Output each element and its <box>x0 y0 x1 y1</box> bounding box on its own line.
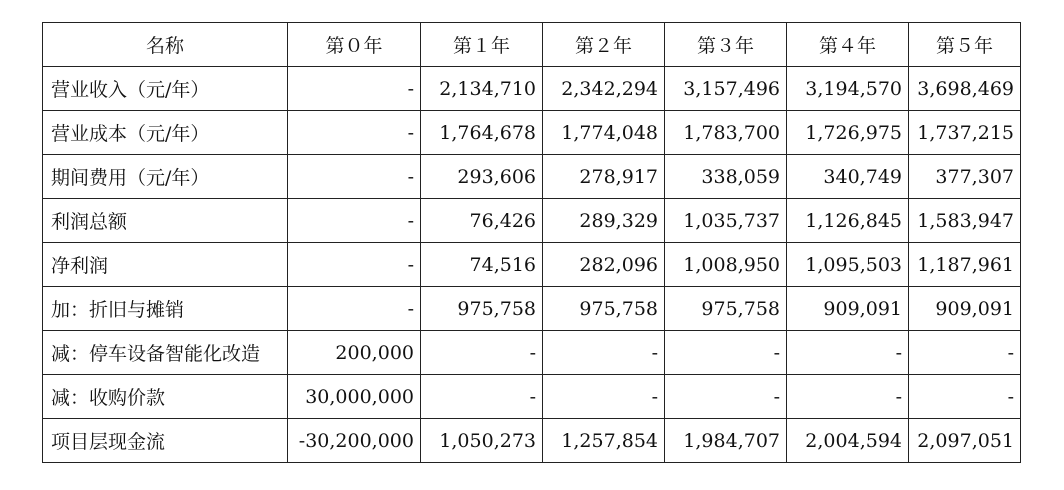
cell-year-5: 2,097,051 <box>909 419 1021 463</box>
row-label: 营业成本（元/年） <box>43 111 288 155</box>
cell-year-0: - <box>288 111 421 155</box>
cell-year-0: - <box>288 155 421 199</box>
table-row <box>43 111 1021 155</box>
row-label: 减：收购价款 <box>43 375 288 419</box>
cell-year-5: 3,698,469 <box>909 67 1021 111</box>
cell-year-0: - <box>288 287 421 331</box>
cell-year-1: 293,606 <box>421 155 543 199</box>
cell-year-0: - <box>288 67 421 111</box>
cell-year-0: 30,000,000 <box>288 375 421 419</box>
cell-year-0: 200,000 <box>288 331 421 375</box>
cell-year-2: 2,342,294 <box>543 67 665 111</box>
header-year-1: 第１年 <box>421 23 543 67</box>
row-label: 利润总额 <box>43 199 288 243</box>
header-year-5: 第５年 <box>909 23 1021 67</box>
cell-year-4: 909,091 <box>787 287 909 331</box>
cell-year-3: 975,758 <box>665 287 787 331</box>
cell-year-1: 1,764,678 <box>421 111 543 155</box>
cell-year-5: 909,091 <box>909 287 1021 331</box>
cell-year-3: 3,157,496 <box>665 67 787 111</box>
cell-year-4: 3,194,570 <box>787 67 909 111</box>
row-label: 净利润 <box>43 243 288 287</box>
header-year-0: 第０年 <box>288 23 421 67</box>
cell-year-4: 1,726,975 <box>787 111 909 155</box>
cell-year-0: -30,200,000 <box>288 419 421 463</box>
cell-year-2: - <box>543 331 665 375</box>
cell-year-0: - <box>288 243 421 287</box>
cell-year-4: 1,095,503 <box>787 243 909 287</box>
row-label: 加：折旧与摊销 <box>43 287 288 331</box>
row-label: 项目层现金流 <box>43 419 288 463</box>
financial-table <box>42 22 1021 463</box>
cell-year-3: - <box>665 331 787 375</box>
cell-year-2: 1,774,048 <box>543 111 665 155</box>
cell-year-3: 1,783,700 <box>665 111 787 155</box>
cell-year-1: - <box>421 375 543 419</box>
table-row <box>43 67 1021 111</box>
cell-year-5: 377,307 <box>909 155 1021 199</box>
table-row <box>43 375 1021 419</box>
cell-year-0: - <box>288 199 421 243</box>
header-row <box>43 23 1021 67</box>
cell-year-1: 1,050,273 <box>421 419 543 463</box>
cell-year-2: 975,758 <box>543 287 665 331</box>
cell-year-2: 289,329 <box>543 199 665 243</box>
table-row <box>43 331 1021 375</box>
cell-year-5: 1,187,961 <box>909 243 1021 287</box>
header-year-2: 第２年 <box>543 23 665 67</box>
cell-year-5: - <box>909 331 1021 375</box>
cell-year-4: - <box>787 331 909 375</box>
row-label: 期间费用（元/年） <box>43 155 288 199</box>
cell-year-3: - <box>665 375 787 419</box>
cell-year-4: 340,749 <box>787 155 909 199</box>
header-year-3: 第３年 <box>665 23 787 67</box>
row-label: 减：停车设备智能化改造 <box>43 331 288 375</box>
header-name: 名称 <box>43 23 288 67</box>
cell-year-5: 1,583,947 <box>909 199 1021 243</box>
table-row <box>43 155 1021 199</box>
cell-year-1: - <box>421 331 543 375</box>
cell-year-4: 2,004,594 <box>787 419 909 463</box>
table-row <box>43 287 1021 331</box>
cell-year-1: 76,426 <box>421 199 543 243</box>
cell-year-3: 1,008,950 <box>665 243 787 287</box>
cell-year-5: - <box>909 375 1021 419</box>
cell-year-2: 1,257,854 <box>543 419 665 463</box>
cell-year-2: 282,096 <box>543 243 665 287</box>
cell-year-3: 1,984,707 <box>665 419 787 463</box>
cell-year-1: 74,516 <box>421 243 543 287</box>
cell-year-3: 338,059 <box>665 155 787 199</box>
row-label: 营业收入（元/年） <box>43 67 288 111</box>
cell-year-4: 1,126,845 <box>787 199 909 243</box>
table-row <box>43 419 1021 463</box>
cell-year-2: 278,917 <box>543 155 665 199</box>
table-row <box>43 199 1021 243</box>
cell-year-2: - <box>543 375 665 419</box>
cell-year-4: - <box>787 375 909 419</box>
cell-year-1: 2,134,710 <box>421 67 543 111</box>
cell-year-3: 1,035,737 <box>665 199 787 243</box>
cell-year-1: 975,758 <box>421 287 543 331</box>
cell-year-5: 1,737,215 <box>909 111 1021 155</box>
table-row <box>43 243 1021 287</box>
header-year-4: 第４年 <box>787 23 909 67</box>
